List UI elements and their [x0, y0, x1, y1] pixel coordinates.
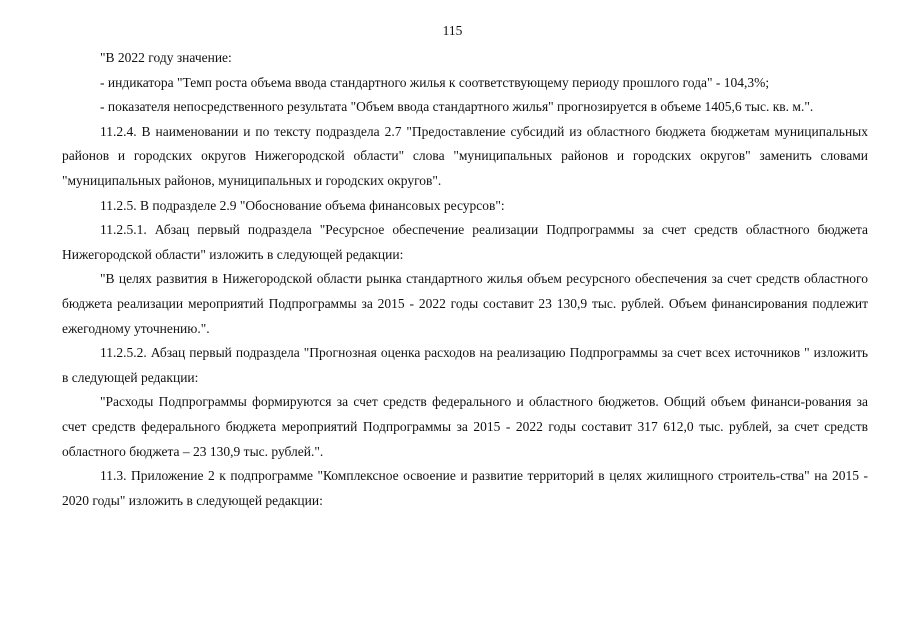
- paragraph-11-3: 11.3. Приложение 2 к подпрограмме "Комплексное освоение и развитие территорий в целях жилищного строитель-ства" на 2015 - 2020 годы" изложить в следующей редакции:: [62, 468, 868, 508]
- paragraph-11-2-5-2: 11.2.5.2. Абзац первый подраздела "Прогнозная оценка расходов на реализацию Подпрограммы за счет всех источников " изложить в следующей редакции:: [62, 345, 868, 385]
- paragraph-regional-budget-quote: "В целях развития в Нижегородской области рынка стандартного жилья объем ресурсного обеспечения за счет средств областного бюджета реализации мероприятий Подпрограммы за 2015 - 2022 годы составит 23 130,9 тыс. рублей. Объем финансирования подлежит ежегодному уточнению.".: [62, 271, 868, 336]
- document-body: [62, 46, 868, 513]
- paragraph-11-2-5-1: 11.2.5.1. Абзац первый подраздела "Ресурсное обеспечение реализации Подпрограммы за счет средств областного бюджета Нижегородской области" изложить в следующей редакции:: [62, 222, 868, 262]
- paragraph-11-2-4: 11.2.4. В наименовании и по тексту подраздела 2.7 "Предоставление субсидий из областного бюджета бюджетам муниципальных районов и городских округов Нижегородской области" слова "муниципальных районов и городских округов" заменить словами "муниципальных районов, муниципальных и городских округов".: [62, 123, 868, 188]
- paragraph-11-2-5: 11.2.5. В подразделе 2.9 "Обоснование объема финансовых ресурсов":: [100, 197, 505, 213]
- paragraph-expenses-quote: "Расходы Подпрограммы формируются за счет средств федерального и областного бюджетов. Общий объем финанси-рования за счет средств федерального бюджета мероприятий Подпрограммы за 2015 - 2022 годы составит 317 612,0 тыс. рублей, за счет средств областного бюджета – 23 130,9 тыс. рублей.".: [62, 394, 868, 459]
- paragraph-quote-start: "В 2022 году значение:: [100, 50, 232, 65]
- paragraph-result-indicator: - показателя непосредственного результата "Объем ввода стандартного жилья" прогнозируется в объеме 1405,6 тыс. кв. м.".: [100, 99, 814, 115]
- paragraph-indicator: - индикатора "Темп роста объема ввода стандартного жилья к соответствующему периоду прошлого года" - 104,3%;: [100, 74, 770, 90]
- page-number: 115: [442, 23, 463, 38]
